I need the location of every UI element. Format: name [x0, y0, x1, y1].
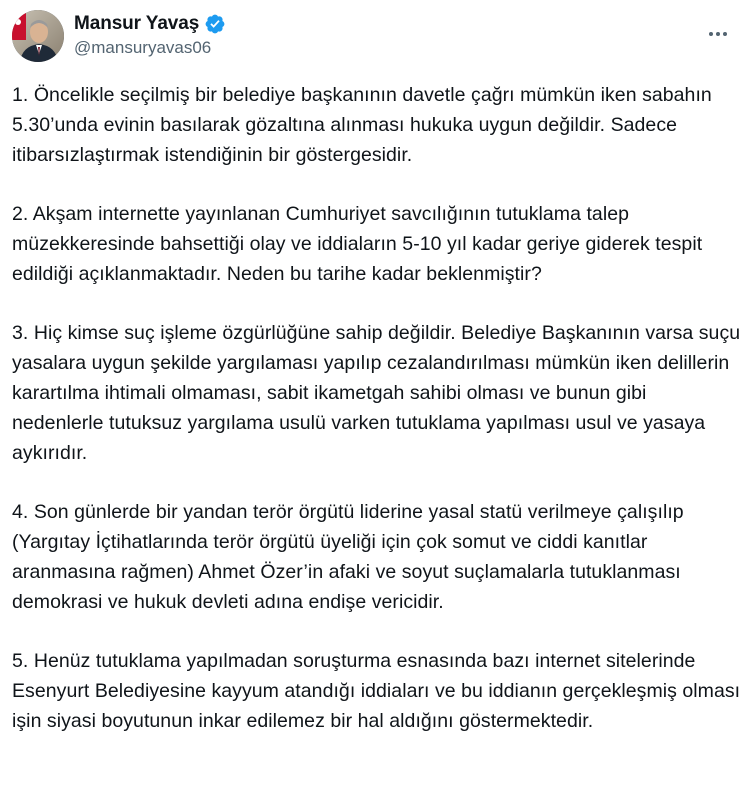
author-names: [74, 12, 226, 58]
tweet-paragraph-2: 2. Akşam internette yayınlanan Cumhuriyet savcılığının tutuklama talep müzekkeresinde bahsettiği olay ve iddiaların 5-10 yıl kadar geriye giderek tespit edildiği açıklanmaktadır. Neden bu tarihe kadar beklenmiştir?: [12, 203, 703, 285]
display-name-row: [74, 12, 226, 36]
tweet-header: [12, 10, 744, 66]
display-name[interactable]: Mansur Yavaş: [74, 13, 200, 34]
more-options-icon[interactable]: [706, 22, 730, 46]
tweet-text: [12, 80, 742, 765]
verified-badge-icon[interactable]: [204, 13, 226, 35]
author-handle[interactable]: @mansuryavas06: [74, 38, 212, 57]
avatar[interactable]: [12, 10, 64, 62]
tweet-paragraph-1: 1. Öncelikle seçilmiş bir belediye başkanının davetle çağrı mümkün iken sabahın 5.30’unda evinin basılarak gözaltına alınması hukuka uygun değildir. Sadece itibarsızlaştırmak istendiğinin bir göstergesidir.: [12, 84, 712, 166]
tweet-paragraph-3: 3. Hiç kimse suç işleme özgürlüğüne sahip değildir. Belediye Başkanının varsa suçu yasalara uygun şekilde yargılaması yapılıp cezalandırılması mümkün iken delillerin karartılma ihtimali olmaması, sabit ikametgah sahibi olması ve bunun gibi nedenlerle tutuksuz yargılama usulü varken tutuklama yapılması usul ve yasaya aykırıdır.: [12, 322, 741, 464]
tweet-paragraph-5: 5. Henüz tutuklama yapılmadan soruşturma esnasında bazı internet sitelerinde Esenyurt Belediyesine kayyum atandığı iddiaları ve bu iddianın gerçekleşmiş olması işin siyasi boyutunun inkar edilemez bir hal aldığını göstermektedir.: [12, 650, 741, 732]
avatar-photo-icon: [12, 10, 64, 62]
tweet-paragraph-4: 4. Son günlerde bir yandan terör örgütü liderine yasal statü verilmeye çalışılıp (Yargıtay İçtihatlarında terör örgütü üyeliği için çok somut ve ciddi kanıtlar aranmasına rağmen) Ahmet Özer’in afaki ve soyut suçlamalarla tutuklanması demokrasi ve hukuk devleti adına endişe vericidir.: [12, 501, 684, 613]
